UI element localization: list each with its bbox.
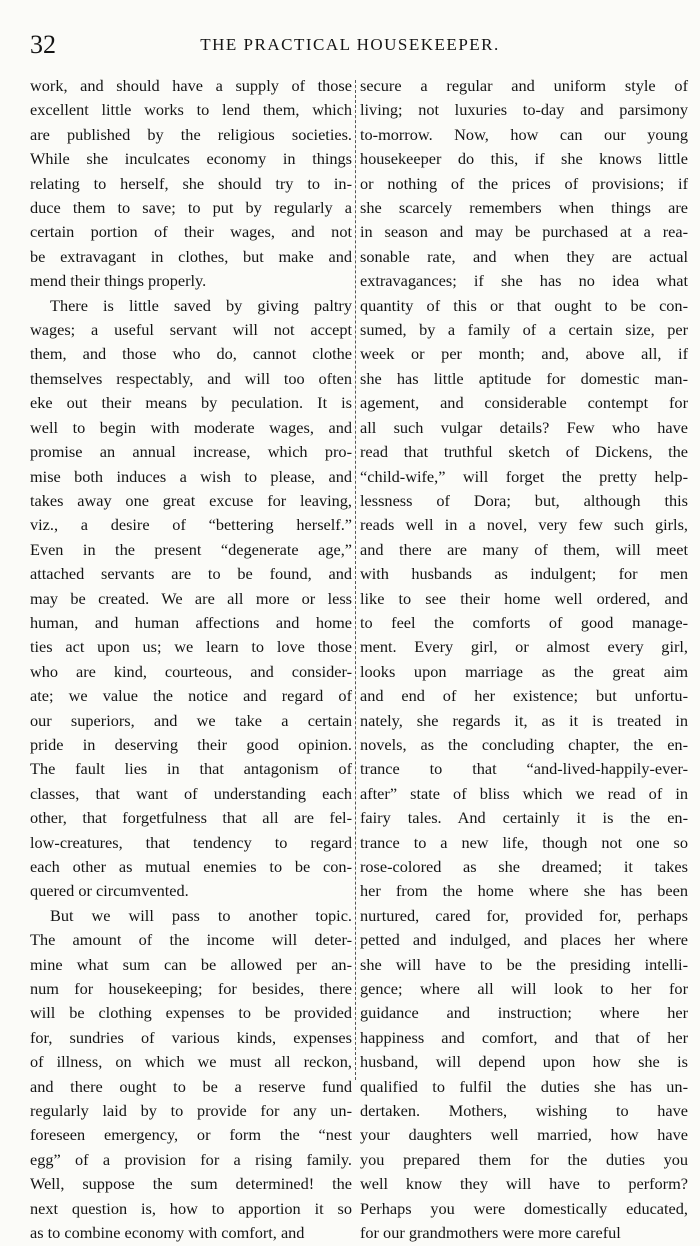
left-column-text-line: pride in deserving their good opinion. [30, 734, 352, 754]
right-column-text-line: looks upon marriage as the great aim [360, 661, 688, 681]
right-column-text-line: and end of her existence; but unfortu- [360, 686, 688, 706]
left-column-text-line: While she inculcates economy in things [30, 149, 352, 169]
right-column-text-line: trance to a new life, though not one so [360, 832, 688, 852]
right-column-text-line: lessness of Dora; but, although this [360, 490, 688, 510]
left-column-text-line: classes, that want of understanding each [30, 783, 352, 803]
right-column-text-line: petted and indulged, and places her where [360, 930, 688, 950]
right-column-text-line: gence; where all will look to her for [360, 979, 688, 999]
left-column-text-line: other, that forgetfulness that all are fel- [30, 808, 352, 828]
left-column-text-line: takes away one great excuse for leaving, [30, 490, 352, 510]
left-column-text-line: of illness, on which we must all reckon, [30, 1052, 352, 1072]
left-column-text-line: are published by the religious societies. [30, 124, 352, 144]
left-column-text-line: for, sundries of various kinds, expenses [30, 1027, 352, 1047]
right-column-text-line: ment. Every girl, or almost every girl, [360, 637, 688, 657]
left-column-text-line: The fault lies in that antagonism of [30, 759, 352, 779]
left-column-text-line: promise an annual increase, which pro- [30, 442, 352, 462]
left-column-text-line: be extravagant in clothes, but make and [30, 246, 352, 266]
right-column-text-line: you prepared them for the duties you [360, 1149, 688, 1169]
page-number: 32 [30, 30, 56, 59]
left-column-text-line: wages; a useful servant will not accept [30, 320, 352, 340]
left-column-text-line: The amount of the income will deter- [30, 930, 352, 950]
right-column-text-line: she has little aptitude for domestic man- [360, 368, 688, 388]
running-title: THE PRACTICAL HOUSEKEEPER. [200, 35, 500, 54]
right-column-text-line: nately, she regards it, as it is treated in [360, 710, 688, 730]
left-column-text-line: may be created. We are all more or less [30, 588, 352, 608]
right-column-text-line: like to see their home well ordered, and [360, 588, 688, 608]
left-column-text-line: eke out their means by peculation. It is [30, 393, 352, 413]
right-column-text-line: agement, and considerable contempt for [360, 393, 688, 413]
right-column-text-line: housekeeper do this, if she knows little [360, 149, 688, 169]
right-column-text-line: after” state of bliss which we read of in [360, 783, 688, 803]
right-column-text-line: “child-wife,” will forget the pretty help- [360, 466, 688, 486]
right-column-text-line: living; not luxuries to-day and parsimony [360, 100, 688, 120]
left-column-text-line: themselves respectably, and will too often [30, 368, 352, 388]
right-column-text-line: with husbands as indulgent; for men [360, 564, 688, 584]
left-column-text-line: foreseen emergency, or form the “nest [30, 1125, 352, 1145]
left-column-text-line: mine what sum can be allowed per an- [30, 954, 352, 974]
right-column-text-line: sonable rate, and when they are actual [360, 246, 688, 266]
column-divider [355, 80, 356, 1080]
right-column-text-line: nurtured, cared for, provided for, perhaps [360, 905, 688, 925]
right-column-text-line: fairy tales. And certainly it is the en- [360, 808, 688, 828]
left-column-text-line: as to combine economy with comfort, and [30, 1223, 305, 1243]
left-column-text-line: attached servants are to be found, and [30, 564, 352, 584]
left-column-text-line: relating to herself, she should try to in- [30, 173, 352, 193]
left-column-text-line: But we will pass to another topic. [50, 905, 352, 925]
left-column-text-line: work, and should have a supply of those [30, 76, 352, 95]
left-column-text-line: next question is, how to apportion it so [30, 1198, 352, 1218]
left-column-text-line: num for housekeeping; for besides, there [30, 979, 352, 999]
right-column-text-line: to-morrow. Now, how can our young [360, 124, 688, 144]
right-column-text-line: reads well in a novel, very few such girls, [360, 515, 688, 535]
left-column-text-line: mend their things properly. [30, 271, 207, 291]
page-header [0, 30, 700, 60]
right-column-text-line: well know they will have to perform? [360, 1174, 688, 1194]
right-column-text-line: novels, as the concluding chapter, the en- [360, 734, 688, 754]
left-column-text-line: human, and human affections and home [30, 612, 352, 632]
left-column-text-line: each other as mutual enemies to be con- [30, 857, 352, 876]
left-column-text-line: low-creatures, that tendency to regard [30, 832, 352, 852]
right-column-text-line: guidance and instruction; where her [360, 1003, 688, 1023]
left-column-text-line: regularly laid by to provide for any un- [30, 1101, 352, 1121]
left-column-text-line: Well, suppose the sum determined! the [30, 1174, 352, 1194]
right-column-text-line: and there are many of them, will meet [360, 539, 688, 559]
right-column-text-line: she will have to be the presiding intelli- [360, 954, 688, 974]
right-column-text-line: extravagances; if she has no idea what [360, 271, 688, 291]
right-column-text-line: dertaken. Mothers, wishing to have [360, 1101, 688, 1121]
left-column-text-line: ate; we value the notice and regard of [30, 686, 352, 706]
left-column-text-line: our superiors, and we take a certain [30, 710, 352, 730]
left-column-text-line: viz., a desire of “bettering herself.” [30, 515, 352, 535]
left-column-text-line: well to begin with moderate wages, and [30, 417, 352, 437]
left-column-text-line: will be clothing expenses to be provided [30, 1003, 352, 1023]
right-column-text-line: to feel the comforts of good manage- [360, 612, 688, 632]
left-column-text-line: ties act upon us; we learn to love those [30, 637, 352, 657]
right-column-text-line: trance to that “and-lived-happily-ever- [360, 759, 688, 779]
right-column-text-line: secure a regular and uniform style of [360, 76, 688, 95]
left-column-text-line: Even in the present “degenerate age,” [30, 539, 352, 559]
left-column-text-line: mise both induces a wish to please, and [30, 466, 352, 486]
right-column-text-line: she scarcely remembers when things are [360, 198, 688, 218]
right-column-text-line: sumed, by a family of a certain size, per [360, 320, 688, 340]
right-column-text-line: Perhaps you were domestically educated, [360, 1198, 688, 1218]
left-column-text-line: There is little saved by giving paltry [50, 295, 352, 315]
left-column-text-line: duce them to save; to put by regularly a [30, 198, 352, 218]
left-column-text-line: who are kind, courteous, and consider- [30, 661, 352, 681]
right-column-text-line: read that truthful sketch of Dickens, the [360, 442, 688, 462]
left-column-text-line: egg” of a provision for a rising family. [30, 1149, 352, 1169]
right-column-text-line: your daughters well married, how have [360, 1125, 688, 1145]
left-column-text-line: them, and those who do, cannot clothe [30, 344, 352, 364]
left-column-text-line: certain portion of their wages, and not [30, 222, 352, 242]
right-column-text-line: husband, will depend upon how she is [360, 1052, 688, 1072]
right-column-text-line: in season and may be purchased at a rea- [360, 222, 688, 242]
left-column-text-line: and there ought to be a reserve fund [30, 1076, 352, 1096]
right-column-text-line: qualified to fulfil the duties she has un- [360, 1076, 688, 1096]
right-column-text-line: rose-colored as she dreamed; it takes [360, 857, 688, 876]
left-column [30, 74, 352, 1246]
right-column-text-line: happiness and comfort, and that of her [360, 1027, 688, 1047]
right-column [360, 74, 688, 1246]
right-column-text-line: quantity of this or that ought to be con- [360, 295, 688, 315]
right-column-text-line: or nothing of the prices of provisions; if [360, 173, 688, 193]
right-column-text-line: week or per month; and, above all, if [360, 344, 688, 364]
right-column-text-line: her from the home where she has been [360, 881, 688, 901]
left-column-text-line: excellent little works to lend them, which [30, 100, 352, 120]
left-column-text-line: quered or circumvented. [30, 881, 189, 901]
right-column-text-line: for our grandmothers were more careful [360, 1223, 621, 1243]
right-column-text-line: all such vulgar details? Few who have [360, 417, 688, 437]
